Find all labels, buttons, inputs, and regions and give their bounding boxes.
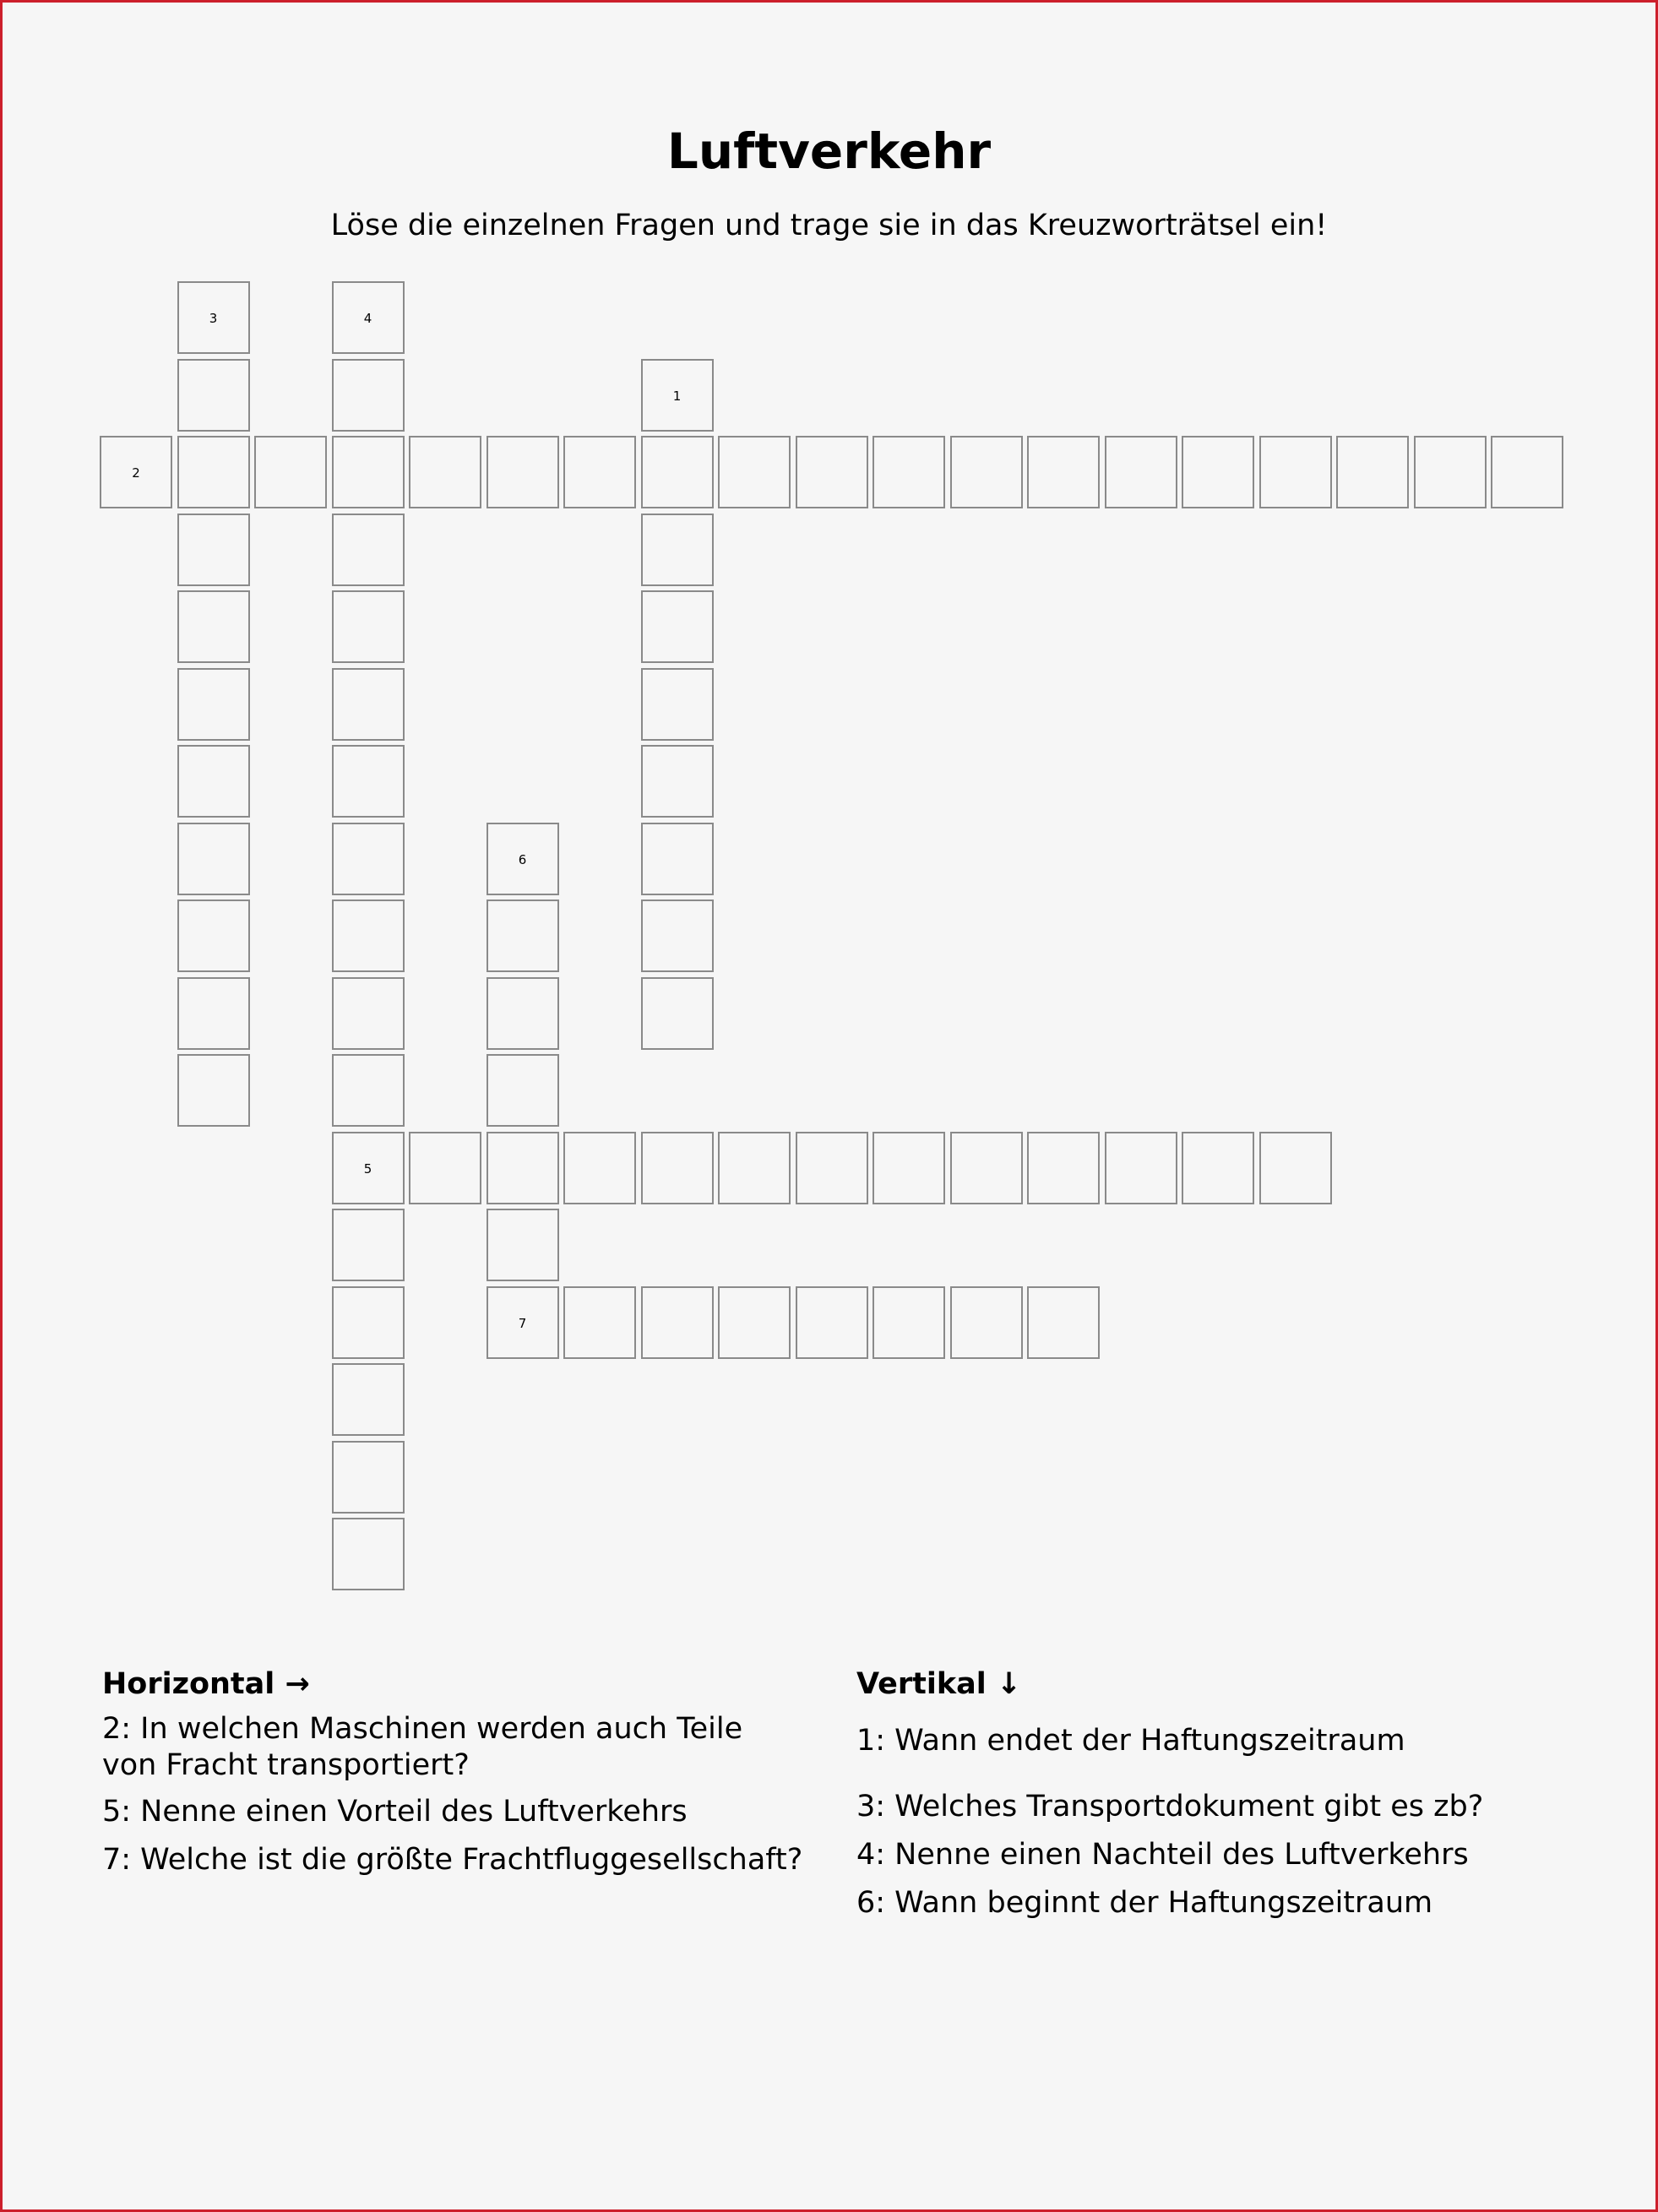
crossword-cell[interactable] [177,668,250,741]
clue-across-2: 2: In welchen Maschinen werden auch Teile von Fracht transportiert? [102,1712,743,1782]
crossword-cell[interactable] [409,1132,481,1204]
crossword-cell[interactable] [332,1286,405,1359]
crossword-cell[interactable] [332,823,405,895]
crossword-cell[interactable] [487,899,559,972]
clue-number: 4 [363,311,372,326]
crossword-cell[interactable] [332,745,405,818]
crossword-cell[interactable] [409,436,481,508]
crossword-cell[interactable] [1182,436,1254,508]
instructions: Löse die einzelnen Fragen und trage sie in das Kreuzworträtsel ein! [330,209,1328,242]
crossword-cell[interactable] [1259,1132,1332,1204]
crossword-cell[interactable] [718,1286,791,1359]
clue-down-3: 3: Welches Transportdokument gibt es zb? [856,1790,1484,1823]
crossword-cell[interactable] [1027,1132,1100,1204]
crossword-cell[interactable] [1259,436,1332,508]
crossword-cell[interactable] [1336,436,1409,508]
crossword-cell[interactable] [332,1518,405,1590]
crossword-cell[interactable] [177,514,250,586]
crossword-cell[interactable] [177,977,250,1050]
crossword-cell[interactable] [1105,1132,1177,1204]
horizontal-heading: Horizontal → [102,1667,310,1701]
crossword-cell[interactable] [487,436,559,508]
clue-number: 2 [132,465,140,481]
crossword-cell[interactable] [332,590,405,663]
crossword-cell[interactable] [1027,436,1100,508]
vertical-clues [856,1666,1600,1933]
crossword-cell[interactable] [641,1286,714,1359]
crossword-cell[interactable] [641,590,714,663]
crossword-cell[interactable] [332,977,405,1050]
clue-number: 5 [363,1160,372,1177]
crossword-cell[interactable] [332,514,405,586]
crossword-cell[interactable] [177,590,250,663]
crossword-cell[interactable] [177,281,250,354]
clue-across-5: 5: Nenne einen Vorteil des Luftverkehrs [102,1795,688,1829]
crossword-cell[interactable] [177,1054,250,1127]
crossword-cell[interactable] [563,436,636,508]
crossword-cell[interactable] [487,1132,559,1204]
crossword-cell[interactable] [487,1286,559,1359]
crossword-cell[interactable] [177,823,250,895]
crossword-cell[interactable] [796,1286,868,1359]
crossword-cell[interactable] [641,899,714,972]
crossword-cell[interactable] [641,359,714,432]
clue-down-6: 6: Wann beginnt der Haftungszeitraum [856,1886,1433,1920]
crossword-cell[interactable] [872,1286,945,1359]
crossword-cell[interactable] [718,436,791,508]
crossword-cell[interactable] [1414,436,1487,508]
crossword-cell[interactable] [332,281,405,354]
crossword-cell[interactable] [332,436,405,508]
crossword-cell[interactable] [796,1132,868,1204]
crossword-cell[interactable] [332,359,405,432]
crossword-cell[interactable] [641,668,714,741]
crossword-cell[interactable] [641,1132,714,1204]
crossword-cell[interactable] [718,1132,791,1204]
clue-number: 3 [209,311,218,326]
crossword-cell[interactable] [872,1132,945,1204]
crossword-cell[interactable] [872,436,945,508]
clue-number: 7 [518,1315,527,1331]
crossword-cell[interactable] [177,745,250,818]
crossword-cell[interactable] [563,1286,636,1359]
crossword-cell[interactable] [641,977,714,1050]
crossword-cell[interactable] [1105,436,1177,508]
clue-number: 1 [672,388,682,404]
crossword-cell[interactable] [332,1054,405,1127]
crossword-cell[interactable] [254,436,327,508]
crossword-cell[interactable] [332,1132,405,1204]
crossword-cell[interactable] [796,436,868,508]
crossword-cell[interactable] [950,1132,1023,1204]
clue-down-1: 1: Wann endet der Haftungszeitraum [856,1724,1405,1758]
crossword-cell[interactable] [1182,1132,1254,1204]
crossword-cell[interactable] [332,1441,405,1514]
crossword-cell[interactable] [487,823,559,895]
vertical-heading: Vertikal ↓ [856,1667,1022,1701]
page-title: Luftverkehr [666,122,992,180]
crossword-cell[interactable] [100,436,172,508]
crossword-cell[interactable] [641,823,714,895]
crossword-cell[interactable] [177,359,250,432]
crossword-cell[interactable] [641,514,714,586]
crossword-cell[interactable] [332,899,405,972]
crossword-cell[interactable] [950,436,1023,508]
crossword-cell[interactable] [641,745,714,818]
crossword-cell[interactable] [487,1054,559,1127]
horizontal-clues [102,1666,803,1890]
clue-across-7: 7: Welche ist die größte Frachtfluggesellschaft? [102,1843,803,1877]
crossword-cell[interactable] [332,1209,405,1281]
crossword-cell[interactable] [950,1286,1023,1359]
crossword-cell[interactable] [1491,436,1563,508]
crossword-cell[interactable] [177,436,250,508]
crossword-cell[interactable] [641,436,714,508]
crossword-cell[interactable] [177,899,250,972]
crossword-cell[interactable] [563,1132,636,1204]
crossword-grid [3,3,1658,1548]
crossword-cell[interactable] [332,1363,405,1436]
clue-down-4: 4: Nenne einen Nachteil des Luftverkehrs [856,1838,1469,1872]
crossword-cell[interactable] [332,668,405,741]
crossword-cell[interactable] [487,1209,559,1281]
crossword-cell[interactable] [487,977,559,1050]
crossword-cell[interactable] [1027,1286,1100,1359]
clue-number: 6 [518,851,527,867]
